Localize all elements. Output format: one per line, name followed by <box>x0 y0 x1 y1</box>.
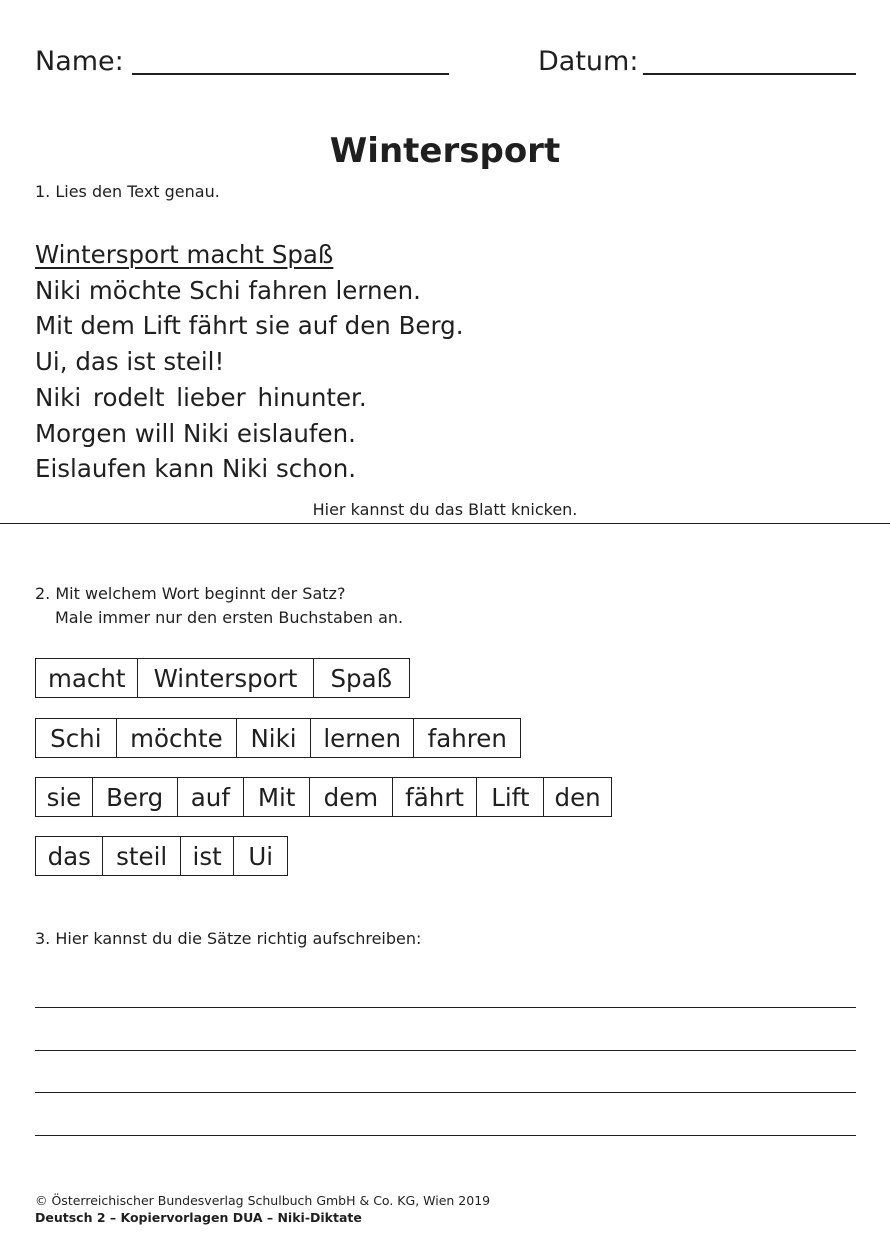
writing-line[interactable] <box>35 1007 856 1008</box>
word-box[interactable]: Niki <box>237 719 311 757</box>
task1-instruction: 1. Lies den Text genau. <box>35 182 220 201</box>
story-line: Niki möchte Schi fahren lernen. <box>35 275 421 305</box>
word-box[interactable]: Berg <box>93 778 178 816</box>
writing-line[interactable] <box>35 1092 856 1093</box>
footer-series: Deutsch 2 – Kopiervorlagen DUA – Niki-Diktate <box>35 1210 362 1225</box>
word-box[interactable]: auf <box>178 778 245 816</box>
word-box[interactable]: macht <box>36 659 138 697</box>
word-box[interactable]: ist <box>181 837 235 875</box>
writing-line[interactable] <box>35 1135 856 1136</box>
story-text <box>35 237 464 487</box>
word-box[interactable]: Wintersport <box>138 659 313 697</box>
word-box[interactable]: sie <box>36 778 93 816</box>
word-row-3 <box>35 777 612 817</box>
writing-line[interactable] <box>35 1050 856 1051</box>
word-row-4 <box>35 836 288 876</box>
footer-copyright: © Österreichischer Bundesverlag Schulbuch GmbH & Co. KG, Wien 2019 <box>35 1193 491 1208</box>
word-box[interactable]: Lift <box>477 778 544 816</box>
word-box[interactable]: Mit <box>244 778 310 816</box>
word-row-1 <box>35 658 410 698</box>
task2-instruction-sub: Male immer nur den ersten Buchstaben an. <box>55 608 404 627</box>
word-box[interactable]: Spaß <box>330 664 393 693</box>
date-line[interactable] <box>643 73 856 75</box>
word-box[interactable]: dem <box>310 778 393 816</box>
story-line: Eislaufen kann Niki schon. <box>35 454 357 484</box>
story-line: Niki rodelt lieber hinunter. <box>35 382 367 412</box>
word-box[interactable]: lernen <box>311 719 415 757</box>
story-line: Ui, das ist steil! <box>35 347 225 377</box>
task3-instruction: 3. Hier kannst du die Sätze richtig aufschreiben: <box>35 929 422 948</box>
word-box[interactable]: das <box>36 837 103 875</box>
task2-instruction: 2. Mit welchem Wort beginnt der Satz? <box>35 584 346 603</box>
page-title: Wintersport <box>329 131 561 171</box>
word-box[interactable]: möchte <box>117 719 238 757</box>
story-line: Mit dem Lift fährt sie auf den Berg. <box>35 311 464 341</box>
word-box[interactable]: fahren <box>427 724 507 753</box>
word-box[interactable]: fährt <box>393 778 478 816</box>
name-label: Name: <box>35 46 124 77</box>
story-line: Morgen will Niki eislaufen. <box>35 418 356 448</box>
word-box[interactable]: Ui <box>248 842 274 871</box>
word-box[interactable]: Schi <box>36 719 117 757</box>
fold-line <box>0 523 890 524</box>
word-box[interactable]: den <box>554 783 601 812</box>
word-box[interactable]: steil <box>103 837 180 875</box>
fold-hint: Hier kannst du das Blatt knicken. <box>312 500 578 519</box>
word-row-2 <box>35 718 521 758</box>
name-line[interactable] <box>132 73 449 75</box>
date-label: Datum: <box>538 46 639 77</box>
story-heading: Wintersport macht Spaß <box>35 240 334 269</box>
